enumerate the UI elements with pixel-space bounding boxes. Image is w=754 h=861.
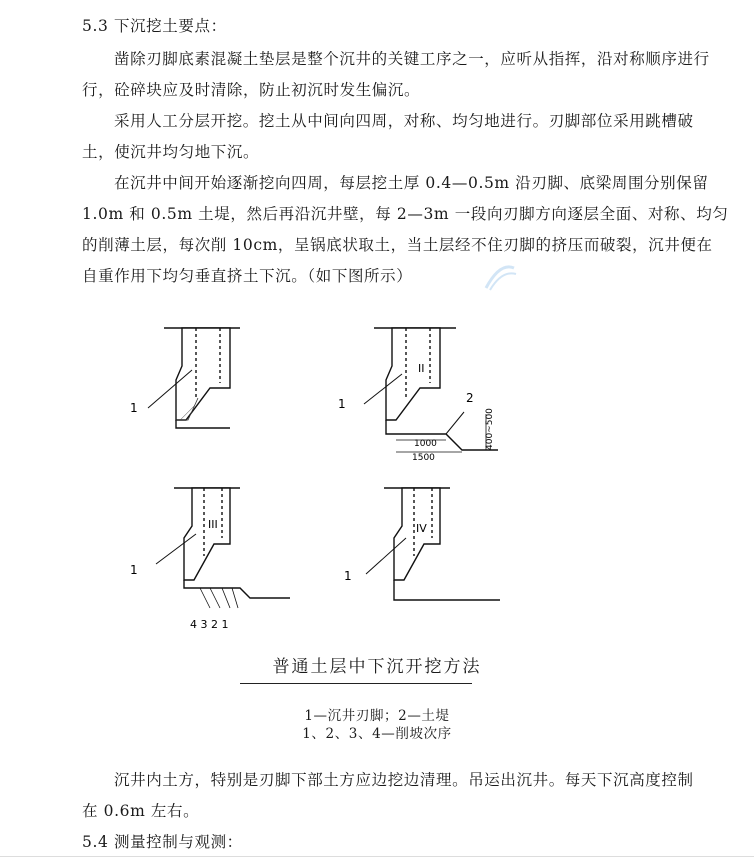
panel-1-label-1: 1: [130, 401, 138, 415]
panel-2-label-2: 2: [466, 391, 474, 405]
paragraph-3-line-1: 在沉井中间开始逐渐挖向四周，每层挖土厚 0.4—0.5m 沿刃脚、底梁周围分别保留: [114, 174, 709, 192]
panel-3-label-1: 1: [130, 563, 138, 577]
paragraph-1-line-1: 凿除刃脚底素混凝土垫层是整个沉井的关键工序之一，应听从指挥，沿对称顺序进行: [114, 50, 710, 68]
panel-2-dim-1000: 1000: [414, 439, 437, 449]
paragraph-2-line-2: 土，使沉井均匀地下沉。: [82, 143, 260, 161]
panel-4: [366, 488, 500, 600]
watermark-icon: [482, 258, 518, 294]
page-bottom-rule: [0, 856, 754, 857]
paragraph-3-line-4: 自重作用下均匀垂直挤土下沉。（如下图所示）: [82, 267, 413, 285]
paragraph-4-line-2: 在 0.6m 左右。: [82, 802, 200, 820]
panel-3: [156, 488, 290, 608]
panel-4-label-1: 1: [344, 569, 352, 583]
figure-legend-2: 1、2、3、4—削坡次序: [302, 726, 452, 742]
excavation-diagram: [110, 318, 530, 628]
paragraph-2-line-1: 采用人工分层开挖。挖土从中间向四周，对称、均匀地进行。刃脚部位采用跳槽破: [114, 112, 694, 130]
section-heading-5-3: 5.3 下沉挖土要点：: [82, 17, 227, 35]
panel-3-roman: III: [208, 518, 218, 531]
section-heading-5-4: 5.4 测量控制与观测：: [82, 833, 243, 851]
panel-2-roman: II: [418, 362, 425, 375]
figure-title-underline: [240, 683, 472, 684]
panel-4-roman: IV: [416, 522, 427, 535]
paragraph-1-line-2: 行，砼碎块应及时清除，防止初沉时发生偏沉。: [82, 81, 421, 99]
figure-legend-1: 1—沉井刃脚；2—土堤: [304, 708, 450, 724]
panel-2: [364, 328, 498, 452]
panel-3-sequence: 4 3 2 1: [190, 618, 229, 628]
paragraph-4-line-1: 沉井内土方，特别是刃脚下部土方应边挖边清理。吊运出沉井。每天下沉高度控制: [114, 771, 694, 789]
figure-title: 普通土层中下沉开挖方法: [272, 657, 482, 677]
panel-1: [148, 328, 240, 428]
paragraph-3-line-3: 的削薄土层，每次削 10cm，呈锅底状取土，当土层经不住刃脚的挤压而破裂，沉井便在: [82, 236, 713, 254]
panel-2-dim-height: 400~500: [485, 408, 495, 450]
panel-2-label-1: 1: [338, 397, 346, 411]
paragraph-3-line-2: 1.0m 和 0.5m 土堤，然后再沿沉井壁，每 2—3m 一段向刃脚方向逐层全面、对称、均匀: [82, 205, 729, 223]
panel-2-dim-1500: 1500: [412, 453, 435, 463]
